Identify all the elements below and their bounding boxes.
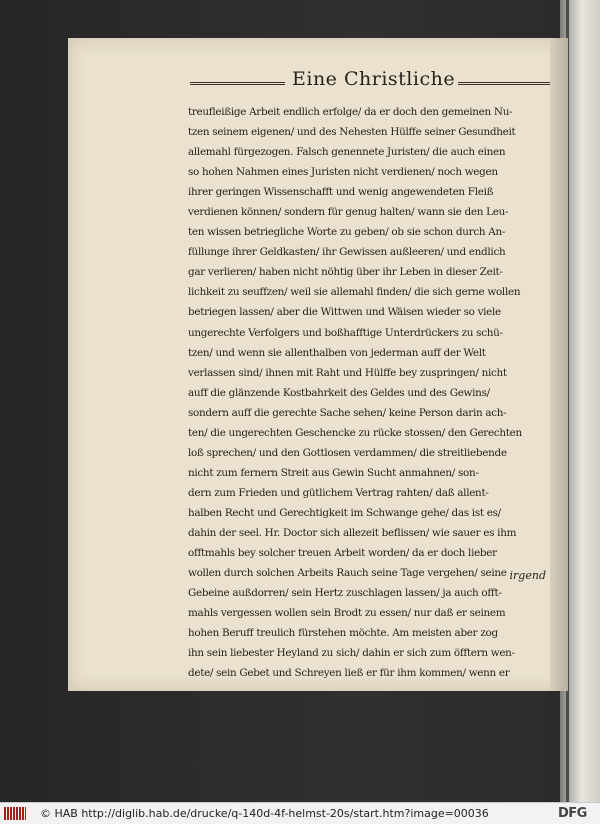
text-line: Gebeine außdorren/ sein Hertz zuschlagen lassen/ ja auch offt- <box>188 587 502 600</box>
page-spine-shadow <box>550 38 568 691</box>
text-line: betriegen lassen/ aber die Wittwen und Wäisen wieder so viele <box>188 306 501 319</box>
header-rule-left <box>190 82 285 85</box>
text-line: hohen Beruff treulich fürstehen möchte. Am meisten aber zog <box>188 627 498 640</box>
text-line: auff die glänzende Kostbahrkeit des Geldes und des Gewins/ <box>188 386 490 399</box>
dfg-logo: DFG <box>558 806 587 821</box>
text-line: lichkeit zu seuffzen/ weil sie allemahl finden/ die sich gerne wollen <box>188 286 521 299</box>
text-line: dahin der seel. Hr. Doctor sich allezeit beflissen/ wie sauer es ihm <box>188 526 517 539</box>
text-line: füllunge ihrer Geldkasten/ ihr Gewissen außleeren/ und endlich <box>188 246 506 259</box>
text-line: ten/ die ungerechten Geschencke zu rücke stossen/ den Gerechten <box>188 426 522 439</box>
text-line: gar verlieren/ haben nicht nöhtig über ihr Leben in dieser Zeit- <box>188 266 503 279</box>
page-header <box>190 60 550 100</box>
text-line: verlassen sind/ ihnen mit Raht und Hülffe bey zuspringen/ nicht <box>188 366 507 379</box>
text-line: mahls vergessen wollen sein Brodt zu essen/ nur daß er seinem <box>188 607 506 620</box>
text-line: verdienen können/ sondern für genug halten/ wann sie den Leu- <box>188 206 509 219</box>
running-head: Eine Christliche <box>292 68 456 90</box>
text-line: tzen/ und wenn sie allenthalben von jederman auff der Welt <box>188 346 486 359</box>
text-line: sondern auff die gerechte Sache sehen/ keine Person darin ach- <box>188 406 507 419</box>
text-line: so hohen Nahmen eines Juristen nicht verdienen/ noch wegen <box>188 166 498 179</box>
text-line: offtmahls bey solcher treuen Arbeit worden/ da er doch lieber <box>188 547 497 560</box>
text-line: ihrer geringen Wissenschafft und wenig angewendeten Fleiß <box>188 186 494 199</box>
hab-logo-icon <box>4 807 26 820</box>
text-line: tzen seinem eigenen/ und des Nehesten Hülffe seiner Gesundheit <box>188 126 516 139</box>
text-line: dern zum Frieden und gütlichem Vertrag rahten/ daß allent- <box>188 486 489 499</box>
body-text <box>188 102 548 683</box>
source-credit[interactable]: © HAB http://diglib.hab.de/drucke/q-140d-4f-helmst-20s/start.htm?image=00036 <box>40 807 489 820</box>
text-line: ihn sein liebester Heyland zu sich/ dahin er sich zum öfftern wen- <box>188 647 515 660</box>
text-line: dete/ sein Gebet und Schreyen ließ er für ihm kommen/ wenn er <box>188 667 510 680</box>
text-line: halben Recht und Gerechtigkeit im Schwange gehe/ das ist es/ <box>188 506 501 519</box>
text-line: nicht zum fernern Streit aus Gewin Sucht anmahnen/ son- <box>188 466 479 479</box>
text-line: loß sprechen/ und den Gottlosen verdammen/ die streitliebende <box>188 446 507 459</box>
text-line: ten wissen betriegliche Worte zu geben/ ob sie schon durch An- <box>188 226 506 239</box>
header-rule-right <box>458 82 550 85</box>
footer-bar <box>0 802 600 824</box>
text-line: wollen durch solchen Arbeits Rauch seine Tage vergehen/ seine <box>188 567 507 580</box>
text-line: allemahl fürgezogen. Falsch genennete Juristen/ die auch einen <box>188 146 506 159</box>
catchword: irgend <box>509 569 546 582</box>
text-line: ungerechte Verfolgers und boßhafftige Unterdrückers zu schü- <box>188 326 503 339</box>
text-line: treufleißige Arbeit endlich erfolge/ da er doch den gemeinen Nu- <box>188 106 513 118</box>
